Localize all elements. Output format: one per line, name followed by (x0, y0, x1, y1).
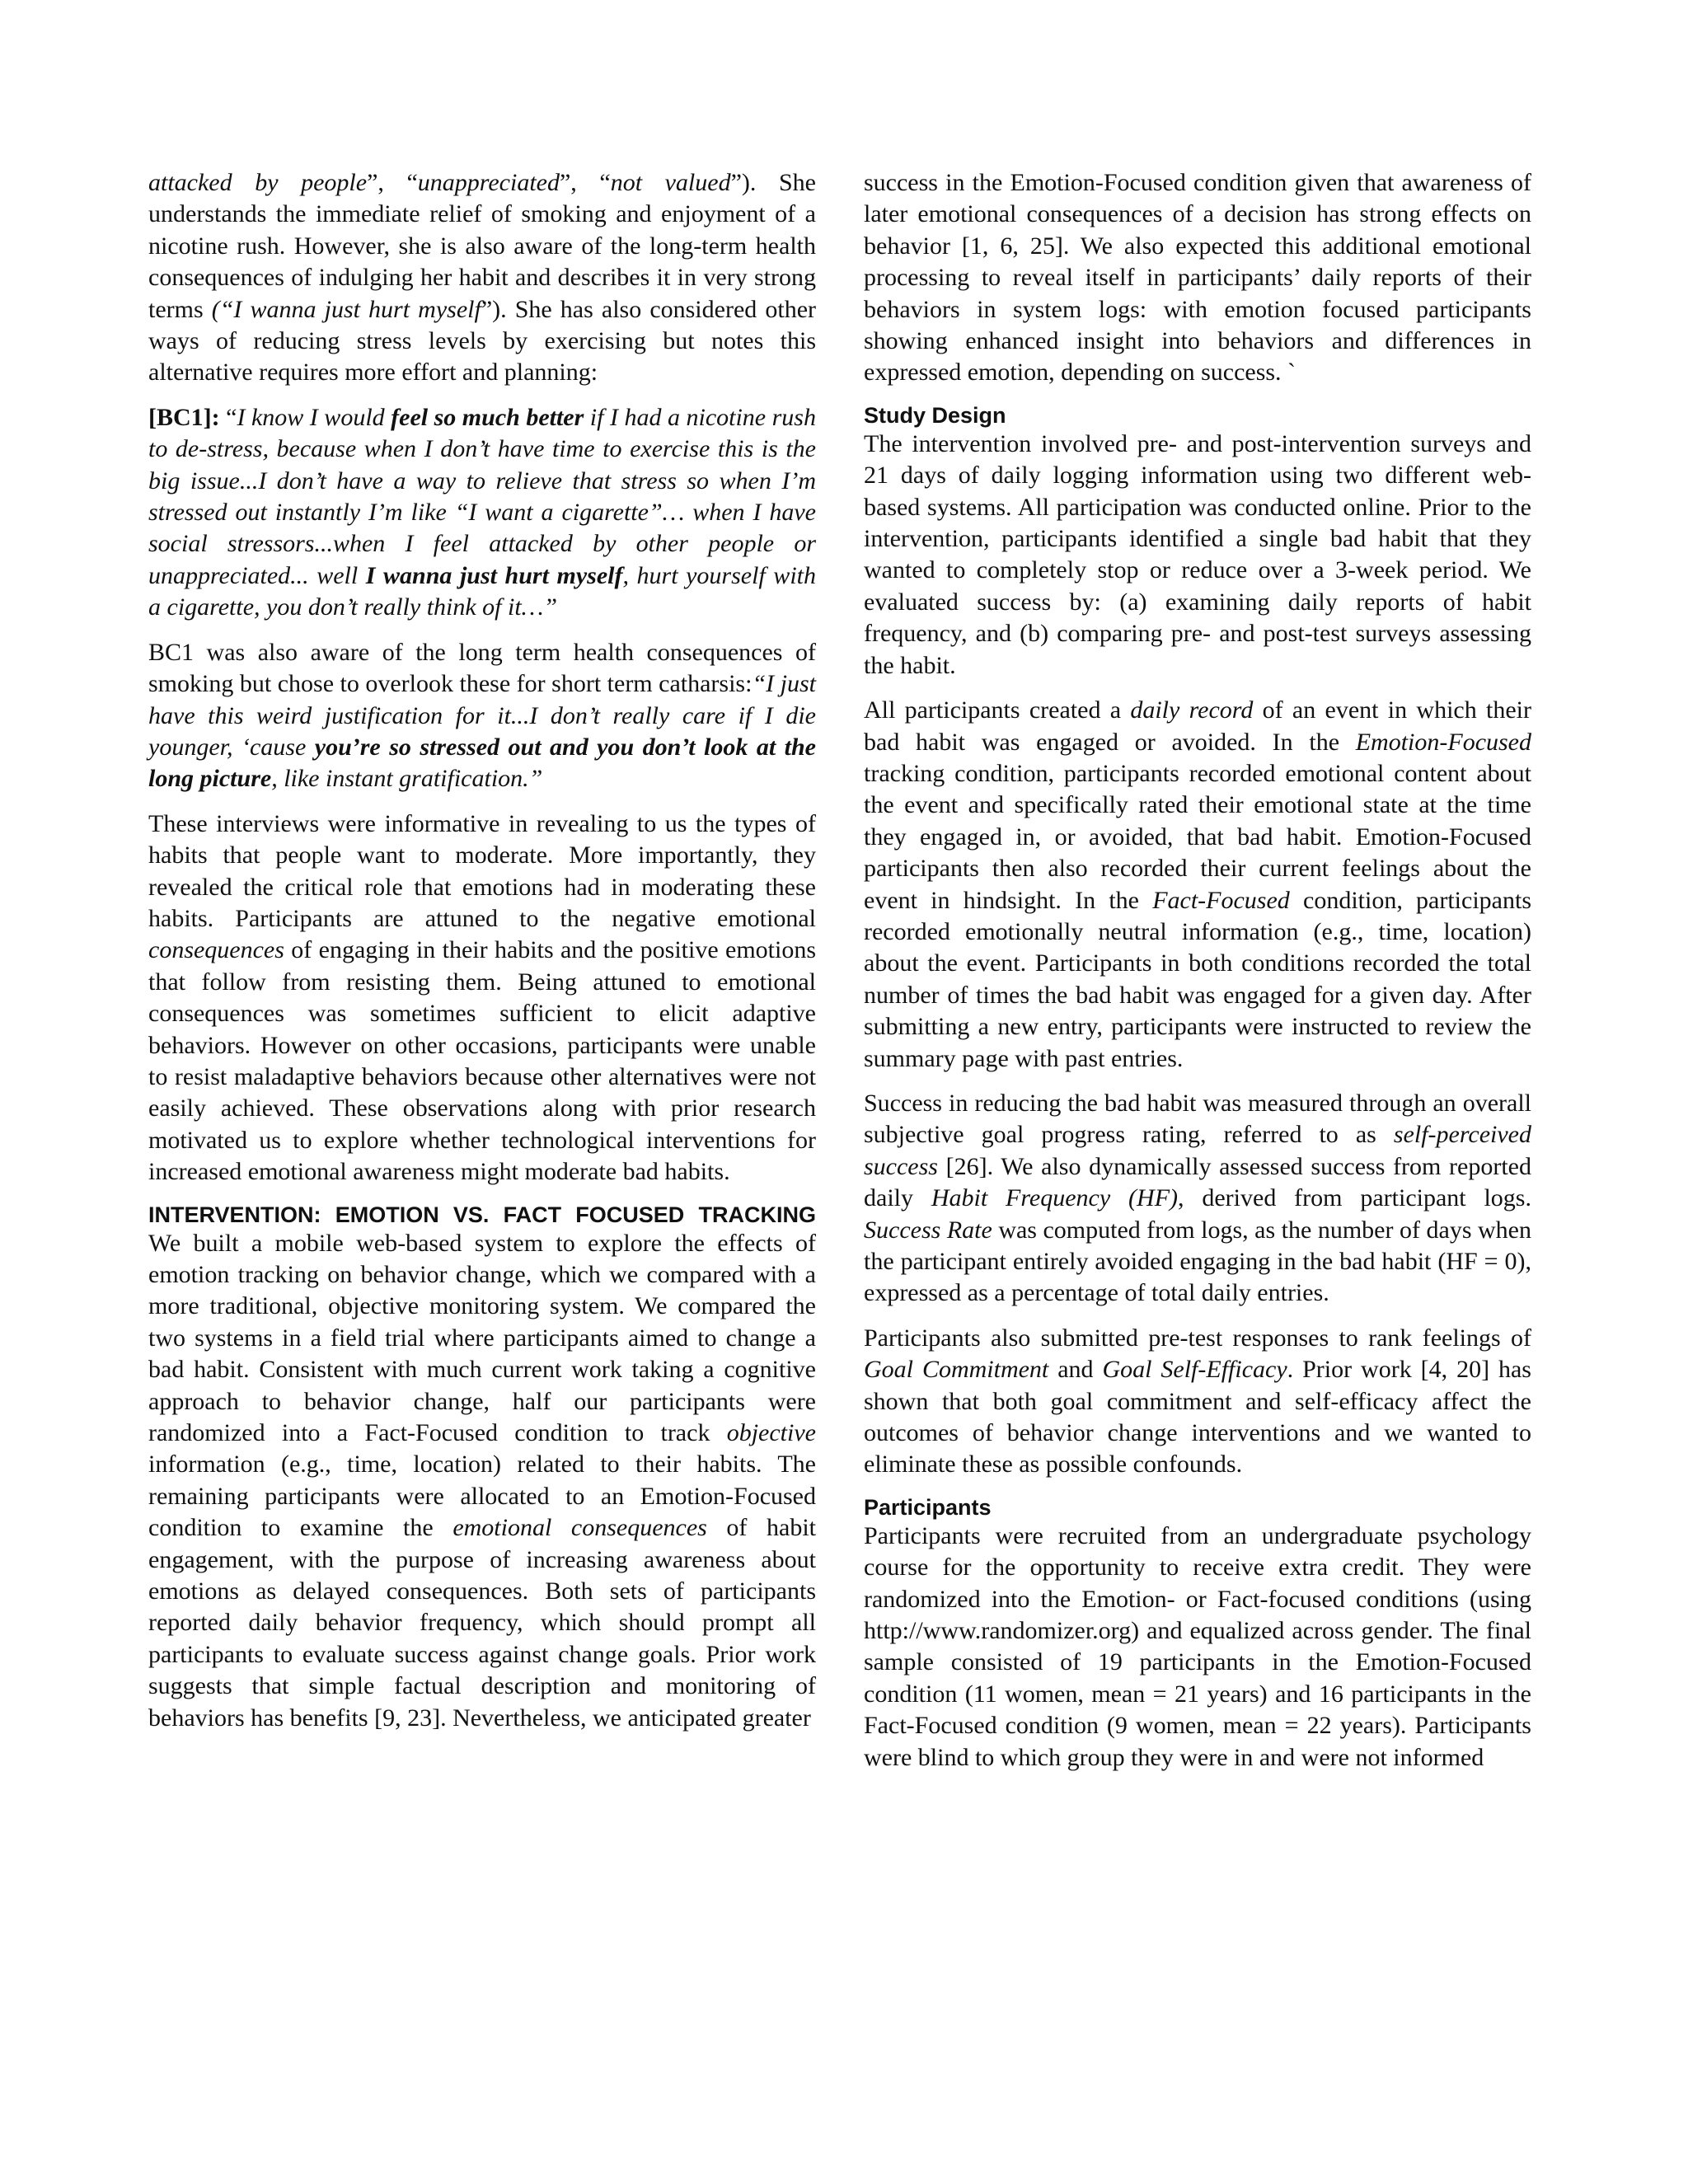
text-span: . Prior work [4, 20] has shown that both goal commitment and self-efficacy affect the outcomes of behavior change interventions and we wanted to eliminate these as possible confounds. (864, 1356, 1531, 1479)
text-span: ”). She understands the immediate relief of smoking and enjoyment of a nicotine rush. However, she is also aware of the long-term health consequences of indulging her habit and describes it in very strong terms (148, 169, 816, 323)
text-span: All participants created a (864, 696, 1131, 724)
daily-record-paragraph (864, 695, 1531, 1075)
left-column (148, 167, 816, 1734)
text-span: tracking condition, participants recorded emotional content about the event and specifically rated their emotional state at the time they engaged in, or avoided, that bad habit. Emotion-Focused participants then also recorded their current feelings about the event in hindsight. In the (864, 759, 1531, 914)
text-span: of an event in which their bad habit was engaged or avoided. In the (864, 696, 1531, 756)
success-measure-paragraph (864, 1088, 1531, 1310)
text-span: Goal Self-Efficacy (1102, 1356, 1287, 1384)
text-span: We built a mobile web-based system to explore the effects of emotion tracking on behavior change, which we compared with a more traditional, objective monitoring system. We compared the two systems in a field trial where participants aimed to change a bad habit. Consistent with much current work taking a cognitive approach to behavior change, half our participants were randomized into a Fact-Focused condition to track (148, 1229, 816, 1447)
text-span: Habit Frequency (HF) (931, 1184, 1179, 1212)
text-span: emotional consequences (452, 1514, 707, 1542)
text-span: ”). She has also considered other ways of reducing stress levels by exercising but notes this alternative requires more effort and planning: (148, 295, 816, 387)
text-span: BC1 was also aware of the long term health consequences of smoking but chose to overlook these for short term catharsis: (148, 638, 816, 698)
right-column (864, 167, 1531, 1774)
bc1-quote-paragraph (148, 402, 816, 624)
text-span: Fact-Focused (1152, 886, 1290, 914)
quote-label: [BC1]: (148, 403, 220, 431)
interview-summary-paragraph (148, 167, 816, 389)
text-span: information (e.g., time, location) related to their habits. The remaining participants were allocated to an Emotion-Focused condition to examine the (148, 1451, 816, 1542)
text-span: condition, participants recorded emotionally neutral information (e.g., time, location) about the event. Participants in both conditions recorded the total number of times the bad habit was engaged for a given day. After submitting a new entry, participants were instructed to review the summary page with past entries. (864, 886, 1531, 1072)
interviews-informative-paragraph (148, 808, 816, 1188)
text-span: of habit engagement, with the purpose of increasing awareness about emotions as delayed consequences. Both sets of participants reported daily behavior frequency, which should prompt all participants to evaluate success against change goals. Prior work suggests that simple factual description and monitoring of behaviors has benefits [9, 23]. Nevertheless, we anticipated greater (148, 1514, 816, 1732)
text-span: Success in reducing the bad habit was measured through an overall subjective goal progress rating, referred to as (864, 1089, 1531, 1149)
bc1-health-paragraph (148, 637, 816, 795)
text-span: Goal Commitment (864, 1356, 1049, 1384)
text-span: , derived from participant logs. (1178, 1184, 1531, 1212)
text-span: self-perceived success (864, 1121, 1531, 1180)
text-span: (“I wanna just hurt myself (211, 295, 481, 323)
text-span: of engaging in their habits and the positive emotions that follow from resisting them. Being attuned to emotional consequences was sometimes sufficient to elicit adaptive behaviors. However on other occasions, participants were unable to resist maladaptive behaviors because other alternatives were not easily achieved. These observations along with prior research motivated us to explore whether technological interventions for increased emotional awareness might moderate bad habits. (148, 936, 816, 1186)
emphasis-span: I wanna just hurt myself (365, 561, 623, 589)
study-design-paragraph: The intervention involved pre- and post-intervention surveys and 21 days of daily logging information using two different web-based systems. All participation was conducted online. Prior to the intervention, participants identified a single bad habit that they wanted to completely stop or reduce over a 3-week period. We evaluated success by: (a) examining daily reports of habit frequency, and (b) comparing pre- and post-test surveys assessing the habit. (864, 429, 1531, 679)
text-span: “ (219, 403, 237, 431)
text-span: ”, “ (559, 169, 611, 196)
text-span: attacked by people (148, 169, 368, 196)
text-span: objective (726, 1419, 816, 1447)
text-span: consequences (148, 936, 284, 964)
participants-paragraph: Participants were recruited from an undergraduate psychology course for the opportunity to receive extra credit. They were randomized into the Emotion- or Fact-focused conditions (using http://www.randomizer.org) and equalized across gender. The final sample consisted of 19 participants in the Emotion-Focused condition (11 women, mean = 21 years) and 16 participants in the Fact-Focused condition (9 women, mean = 22 years). Participants were blind to which group they were in and were not informed (864, 1521, 1531, 1771)
text-span: , hurt yourself with a cigarette, you don’t really think of it…” (148, 561, 816, 621)
section-heading-intervention: INTERVENTION: EMOTION VS. FACT FOCUSED TRACKING (148, 1202, 816, 1227)
text-span: ”, “ (367, 169, 418, 196)
text-span: , like instant gratification.” (271, 765, 543, 793)
text-span: These interviews were informative in revealing to us the types of habits that people want to moderate. More importantly, they revealed the critical role that emotions had in moderating these habits. Participants are attuned to the negative emotional (148, 809, 816, 932)
emphasis-span: feel so much better (391, 403, 584, 431)
text-span: Participants also submitted pre-test responses to rank feelings of (864, 1324, 1531, 1352)
text-span: Emotion-Focused (1355, 728, 1531, 756)
subsection-heading-participants: Participants (864, 1494, 992, 1520)
pretest-paragraph (864, 1323, 1531, 1481)
text-span: was computed from logs, as the number of days when the participant entirely avoided engaging in the bad habit (HF = 0), expressed as a percentage of total daily entries. (864, 1216, 1531, 1307)
text-span: if I had a nicotine rush to de-stress, because when I don’t have time to exercise this is the big issue...I don’t have a way to relieve that stress so when I’m stressed out instantly I’m like “I want a cigarette”… when I have social stressors...when I feel attacked by other people or unappreciated... well (148, 403, 816, 589)
text-span: unappreciated (417, 169, 560, 196)
emphasis-span: you’re so stressed out and you don’t look at the long picture (148, 733, 816, 793)
text-span: not valued (610, 169, 731, 196)
intervention-paragraph (148, 1228, 816, 1735)
text-span: I know I would (237, 403, 392, 431)
text-span: “I just have this weird justification for it...I don’t really care if I die younger, ‘cause (148, 670, 816, 761)
expectation-paragraph: success in the Emotion-Focused condition given that awareness of later emotional consequences of a decision has strong effects on behavior [1, 6, 25]. We also expected this additional emotional processing to reveal itself in participants’ daily reports of their behaviors in system logs: with emotion focused participants showing enhanced insight into behaviors and differences in expressed emotion, depending on success. ` (864, 169, 1531, 387)
text-span: Success Rate (864, 1216, 992, 1244)
text-span: and (1048, 1356, 1103, 1384)
text-span: daily record (1130, 696, 1254, 724)
subsection-heading-study-design: Study Design (864, 402, 1006, 428)
text-span: [26]. We also dynamically assessed success from reported daily (864, 1152, 1531, 1212)
